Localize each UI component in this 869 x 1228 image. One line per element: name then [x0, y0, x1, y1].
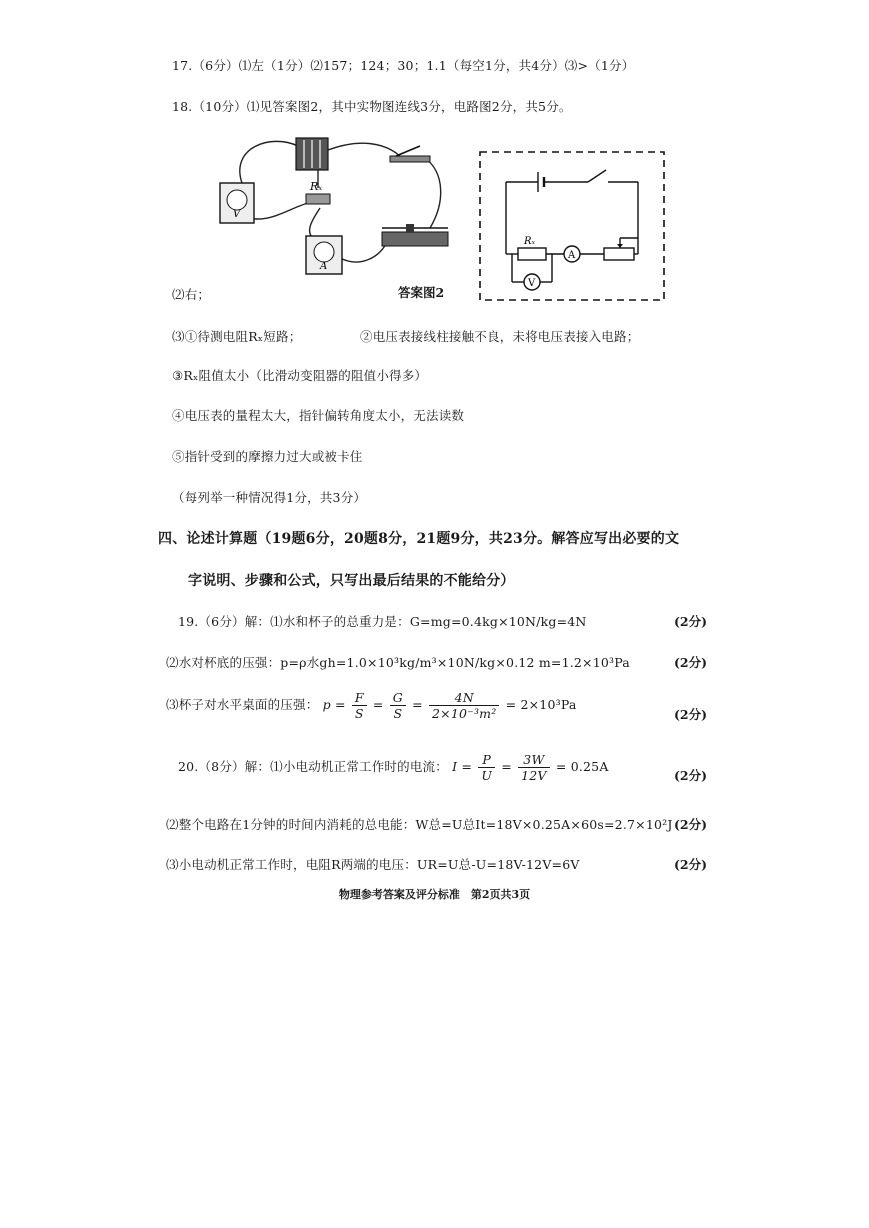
slide-rheostat [382, 224, 448, 246]
q18-part3-e: ⑤指针受到的摩擦力过大或被卡住 [172, 449, 363, 464]
svg-text:V: V [233, 209, 241, 220]
fraction-g-over-s: $\frac{G}{S}$ [390, 690, 406, 721]
voltmeter [220, 183, 254, 223]
q20-line3: ⑶小电动机正常工作时，电阻R两端的电压：UR=U总-U=18V-12V=6V [166, 857, 580, 872]
svg-text:A: A [320, 261, 328, 272]
q20-score2: (2分) [674, 817, 708, 832]
resistor-rx [306, 180, 330, 204]
battery-pack [296, 138, 328, 170]
q18-intro: 18.（10分）⑴见答案图2，其中实物图连线3分，电路图2分，共5分。 [172, 99, 572, 114]
switch [390, 146, 430, 162]
fraction-f-over-s: $\frac{F}{S}$ [352, 690, 367, 721]
q19-score2: (2分) [674, 655, 708, 670]
page-footer: 物理参考答案及评分标准 第2页共3页 [338, 888, 531, 901]
q19-score3: (2分) [674, 707, 708, 722]
q18-part2: ⑵右； [172, 287, 211, 302]
ammeter [306, 236, 342, 274]
fraction-p-over-u: $\frac{P}{U}$ [478, 752, 495, 783]
circuit-schematic [478, 150, 668, 302]
q18-part3-b: ②电压表接线柱接触不良，未将电压表接入电路； [360, 329, 640, 344]
q18-part3-note: （每列举一种情况得1分，共3分） [172, 490, 367, 505]
q19-line3-prefix: ⑶杯子对水平桌面的压强： [166, 697, 319, 712]
svg-text:V: V [528, 278, 536, 289]
svg-text:A: A [568, 250, 576, 261]
fraction-3w-over-12v: $\frac{3W}{12V}$ [518, 752, 550, 783]
q19-line2: ⑵水对杯底的压强：p=ρ水gh=1.0×10³kg/m³×10N/kg×0.12 m=1.2×10³Pa [166, 655, 630, 670]
q19-line3-p: p = [322, 697, 346, 712]
q20-score1: (2分) [674, 768, 708, 783]
q19-line3-result: = 2×10³Pa [505, 697, 577, 712]
section4-heading-line2: 字说明、步骤和公式，只写出最后结果的不能给分） [188, 573, 515, 589]
q20-line1-prefix: 20.（8分）解：⑴小电动机正常工作时的电流： [178, 759, 448, 774]
q17-answer: 17.（6分）⑴左（1分）⑵157；124；30；1.1（每空1分，共4分）⑶>（1分） [172, 58, 635, 73]
q20-line1: 20.（8分）解：⑴小电动机正常工作时的电流： I = $\frac{P}{U}$ = $\frac{3W}{12V}$ = 0.25A [178, 752, 609, 783]
svg-text:Rₓ: Rₓ [524, 236, 536, 247]
q20-line1-result: = 0.25A [555, 759, 609, 774]
q19-line1: 19.（6分）解：⑴水和杯子的总重力是：G=mg=0.4kg×10N/kg=4N [178, 614, 587, 629]
q18-part3-d: ④电压表的量程太大，指针偏转角度太小，无法读数 [172, 408, 465, 423]
q19-line3: ⑶杯子对水平桌面的压强： p = $\frac{F}{S}$ = $\frac{G}{S}$ = $\frac{4N}{\text{2×10⁻³m²}}$ = 2×10³Pa [166, 690, 577, 721]
q20-score3: (2分) [674, 857, 708, 872]
q18-part3-c: ③Rₓ阻值太小（比滑动变阻器的阻值小得多） [172, 368, 428, 383]
q18-part3-a: ⑶①待测电阻Rₓ短路； [172, 329, 302, 344]
q20-line1-i: I = [452, 759, 473, 774]
figure-caption: 答案图2 [398, 285, 445, 300]
q20-line2: ⑵整个电路在1分钟的时间内消耗的总电能：W总=U总It=18V×0.25A×60s=2.7×10²J [166, 817, 673, 832]
section4-heading-line1: 四、论述计算题（19题6分，20题8分，21题9分，共23分。解答应写出必要的文 [158, 531, 680, 547]
fraction-value: $\frac{4N}{\text{2×10⁻³m²}}$ [429, 690, 499, 721]
apparatus-diagram [210, 128, 460, 278]
q19-score1: (2分) [674, 614, 708, 629]
svg-text:Rₓ: Rₓ [310, 180, 323, 193]
